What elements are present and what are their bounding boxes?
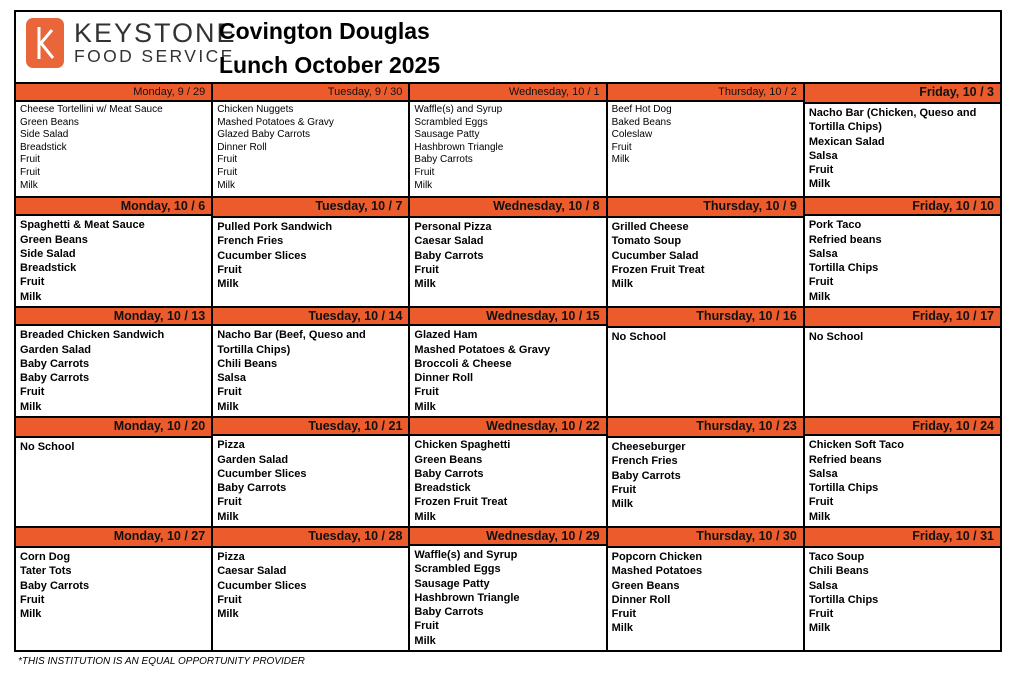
menu-item: Baby Carrots <box>611 469 681 482</box>
menu-item: Milk <box>414 400 436 413</box>
menu-item: Fruit <box>20 154 40 166</box>
menu-item: Frozen Fruit Treat <box>414 496 508 509</box>
menu-item: Chicken Soft Taco <box>808 439 904 452</box>
menu-items <box>213 218 408 293</box>
day-header: Wednesday, 10 / 8 <box>410 198 605 218</box>
menu-item: Tortilla Chips <box>808 482 879 495</box>
day-cell <box>16 84 213 196</box>
day-header: Tuesday, 9 / 30 <box>213 84 408 102</box>
menu-item: Breadstick <box>20 262 77 275</box>
menu-item: Milk <box>611 622 634 635</box>
menu-item: Fruit <box>414 620 439 633</box>
day-cell <box>608 308 805 416</box>
menu-item: Baby Carrots <box>217 482 287 495</box>
menu-item: Glazed Ham <box>414 329 478 342</box>
menu-item: Milk <box>217 278 239 291</box>
menu-items <box>213 548 408 623</box>
menu-items <box>410 326 605 416</box>
day-header: Tuesday, 10 / 7 <box>213 198 408 218</box>
menu-items <box>608 328 803 346</box>
menu-item: Milk <box>414 179 433 191</box>
menu-item: Mashed Potatoes & Gravy <box>217 116 334 128</box>
week-row <box>16 418 1000 528</box>
menu-item: Fruit <box>808 608 834 621</box>
menu-item: Hashbrown Triangle <box>414 141 504 153</box>
menu-item: Chili Beans <box>808 565 869 578</box>
menu-item: Fruit <box>611 141 632 153</box>
day-header: Thursday, 10 / 2 <box>608 84 803 102</box>
menu-item: Mashed Potatoes <box>611 565 703 578</box>
day-cell <box>410 308 607 416</box>
menu-item: No School <box>20 441 75 453</box>
menu-items <box>410 218 605 293</box>
day-cell <box>213 528 410 650</box>
day-header: Friday, 10 / 31 <box>805 528 1000 548</box>
menu-item: Coleslaw <box>611 129 653 141</box>
menu-item: Cucumber Salad <box>611 249 699 262</box>
menu-item: Salsa <box>808 579 838 592</box>
menu-item: Fruit <box>217 593 242 606</box>
day-header: Friday, 10 / 24 <box>805 418 1000 436</box>
menu-item: Green Beans <box>414 453 483 466</box>
menu-item: Waffle(s) and Syrup <box>414 104 503 115</box>
menu-items <box>16 326 211 416</box>
brand-subtitle: FOOD SERVICE <box>74 46 235 66</box>
day-cell <box>410 418 607 526</box>
menu-item: Side Salad <box>20 129 69 141</box>
menu-item: Breaded Chicken Sandwich <box>20 329 165 342</box>
menu-item: Fruit <box>217 263 242 276</box>
menu-item: Baby Carrots <box>20 579 90 592</box>
menu-item: Tater Tots <box>20 565 72 578</box>
menu-item: Green Beans <box>20 233 88 246</box>
day-header: Monday, 10 / 6 <box>16 198 211 216</box>
menu-item: Salsa <box>808 247 838 260</box>
day-cell <box>608 84 805 196</box>
day-cell <box>213 308 410 416</box>
menu-item: Salsa <box>217 372 246 385</box>
menu-item: Salsa <box>808 467 838 480</box>
menu-item: Breadstick <box>414 482 471 495</box>
menu-item: Scrambled Eggs <box>414 116 488 128</box>
menu-item: Fruit <box>217 154 238 166</box>
menu-item: Grilled Cheese <box>611 221 689 233</box>
menu-item: Caesar Salad <box>414 235 484 248</box>
menu-item: Waffle(s) and Syrup <box>414 549 518 561</box>
menu-item: French Fries <box>217 235 284 248</box>
day-header: Thursday, 10 / 23 <box>608 418 803 438</box>
menu-item: Fruit <box>808 496 834 509</box>
menu-item: Milk <box>808 622 831 635</box>
menu-item: Milk <box>414 510 436 523</box>
menu-items <box>805 104 1000 194</box>
menu-item: Milk <box>808 290 831 303</box>
day-header: Friday, 10 / 17 <box>805 308 1000 328</box>
menu-item: Dinner Roll <box>611 593 671 606</box>
day-cell <box>213 198 410 306</box>
menu-item: Taco Soup <box>808 551 865 563</box>
menu-item: Hashbrown Triangle <box>414 591 520 604</box>
day-cell <box>805 84 1000 196</box>
menu-item: Garden Salad <box>20 343 91 356</box>
menu-item: Mexican Salad <box>808 135 885 148</box>
week-row <box>16 528 1000 650</box>
menu-title: Lunch October 2025 <box>219 52 441 78</box>
menu-items <box>16 102 211 194</box>
menu-item: Pizza <box>217 439 245 452</box>
menu-item: Fruit <box>611 483 637 496</box>
menu-sheet <box>14 10 1002 652</box>
menu-item: Baby Carrots <box>20 372 90 385</box>
day-header: Wednesday, 10 / 22 <box>410 418 605 436</box>
menu-item: Fruit <box>217 166 238 178</box>
menu-items <box>608 102 803 169</box>
menu-items <box>608 218 803 293</box>
menu-item: Cucumber Slices <box>217 249 307 262</box>
menu-items <box>16 438 211 456</box>
menu-items <box>608 438 803 513</box>
day-header: Tuesday, 10 / 14 <box>213 308 408 326</box>
menu-item: Baby Carrots <box>414 606 484 619</box>
menu-item: Fruit <box>808 164 834 177</box>
day-cell <box>805 418 1000 526</box>
menu-items <box>608 548 803 638</box>
day-cell <box>410 528 607 650</box>
menu-item: Nacho Bar (Beef, Queso and Tortilla Chips) <box>217 329 366 356</box>
menu-item: Cheeseburger <box>611 441 686 453</box>
menu-item: Spaghetti & Meat Sauce <box>20 219 145 232</box>
menu-item: Corn Dog <box>20 551 71 563</box>
menu-item: Mashed Potatoes & Gravy <box>414 343 551 356</box>
menu-item: Cheese Tortellini w/ Meat Sauce <box>20 104 163 115</box>
menu-item: Milk <box>217 179 235 191</box>
menu-item: Scrambled Eggs <box>414 563 501 576</box>
menu-calendar-grid <box>16 84 1000 650</box>
menu-item: Personal Pizza <box>414 221 492 233</box>
day-header: Monday, 10 / 20 <box>16 418 211 438</box>
day-header: Thursday, 10 / 16 <box>608 308 803 328</box>
day-header: Wednesday, 10 / 1 <box>410 84 605 102</box>
menu-item: Glazed Baby Carrots <box>217 129 311 141</box>
menu-items <box>410 546 605 650</box>
menu-items <box>410 436 605 526</box>
day-header: Tuesday, 10 / 21 <box>213 418 408 436</box>
menu-item: Fruit <box>611 608 637 621</box>
day-cell <box>805 198 1000 306</box>
menu-items <box>805 548 1000 638</box>
menu-item: Milk <box>20 179 38 191</box>
day-cell <box>16 198 213 306</box>
day-header: Monday, 9 / 29 <box>16 84 211 102</box>
menu-item: Breadstick <box>20 141 67 153</box>
menu-item: Green Beans <box>611 579 680 592</box>
menu-item: Dinner Roll <box>414 372 474 385</box>
brand-name: KEYSTONE <box>74 18 237 48</box>
menu-item: Pizza <box>217 551 245 563</box>
menu-item: Milk <box>808 510 831 523</box>
day-cell <box>608 198 805 306</box>
day-header: Wednesday, 10 / 15 <box>410 308 605 326</box>
menu-item: Milk <box>217 400 239 413</box>
day-cell <box>16 418 213 526</box>
menu-item: Milk <box>611 498 634 511</box>
menu-item: Dinner Roll <box>217 141 267 153</box>
week-row <box>16 308 1000 418</box>
menu-items <box>805 216 1000 306</box>
menu-items <box>16 216 211 306</box>
menu-item: Cucumber Slices <box>217 579 307 592</box>
keystone-logo-icon <box>26 18 64 68</box>
menu-item: Fruit <box>20 386 45 399</box>
menu-item: Nacho Bar (Chicken, Queso and Tortilla Chips) <box>808 107 977 134</box>
menu-item: Milk <box>20 400 42 413</box>
menu-item: Milk <box>20 608 42 621</box>
day-header: Thursday, 10 / 30 <box>608 528 803 548</box>
week-row <box>16 198 1000 308</box>
day-cell <box>16 528 213 650</box>
day-header: Monday, 10 / 27 <box>16 528 211 548</box>
menu-item: Baked Beans <box>611 116 672 128</box>
menu-item: Fruit <box>414 263 439 276</box>
day-cell <box>608 418 805 526</box>
day-cell <box>213 84 410 196</box>
menu-item: Baby Carrots <box>20 357 90 370</box>
menu-item: Sausage Patty <box>414 577 490 590</box>
menu-items <box>213 102 408 194</box>
day-cell <box>410 84 607 196</box>
menu-item: Fruit <box>20 276 45 289</box>
menu-item: Pulled Pork Sandwich <box>217 221 333 233</box>
menu-item: Beef Hot Dog <box>611 104 672 115</box>
menu-item: Fruit <box>414 386 439 399</box>
menu-item: Green Beans <box>20 116 79 128</box>
menu-item: Side Salad <box>20 247 76 260</box>
menu-item: Sausage Patty <box>414 129 480 141</box>
menu-item: Caesar Salad <box>217 565 287 578</box>
menu-item: Fruit <box>20 166 40 178</box>
day-header: Monday, 10 / 13 <box>16 308 211 326</box>
menu-item: Milk <box>611 278 634 291</box>
menu-item: Baby Carrots <box>414 154 473 166</box>
day-header: Friday, 10 / 3 <box>805 84 1000 104</box>
day-header: Tuesday, 10 / 28 <box>213 528 408 548</box>
menu-item: Fruit <box>217 496 242 509</box>
menu-item: Fruit <box>808 276 834 289</box>
menu-item: Fruit <box>20 593 45 606</box>
menu-item: Baby Carrots <box>414 249 484 262</box>
menu-item: Milk <box>414 634 436 647</box>
equal-opportunity-notice: *THIS INSTITUTION IS AN EQUAL OPPORTUNITY PROVIDER <box>18 656 305 667</box>
menu-item: Refried beans <box>808 453 882 466</box>
menu-item: Milk <box>808 178 831 191</box>
menu-item: No School <box>611 331 666 343</box>
menu-item: Milk <box>20 290 42 303</box>
menu-items <box>805 436 1000 526</box>
menu-item: Garden Salad <box>217 453 289 466</box>
day-cell <box>16 308 213 416</box>
day-cell <box>213 418 410 526</box>
day-cell <box>410 198 607 306</box>
menu-item: Baby Carrots <box>414 467 484 480</box>
menu-item: Tortilla Chips <box>808 262 879 275</box>
day-header: Wednesday, 10 / 29 <box>410 528 605 546</box>
day-cell <box>805 308 1000 416</box>
menu-item: Tortilla Chips <box>808 593 879 606</box>
menu-item: Refried beans <box>808 233 882 246</box>
menu-item: Milk <box>217 510 239 523</box>
menu-item: Popcorn Chicken <box>611 551 703 563</box>
day-cell <box>608 528 805 650</box>
menu-items <box>410 102 605 194</box>
day-header: Friday, 10 / 10 <box>805 198 1000 216</box>
menu-item: Chili Beans <box>217 357 278 370</box>
menu-items <box>16 548 211 623</box>
menu-items <box>213 436 408 526</box>
menu-item: Fruit <box>414 166 435 178</box>
menu-item: Milk <box>217 608 239 621</box>
menu-items <box>805 328 1000 346</box>
menu-item: Pork Taco <box>808 219 862 232</box>
school-name: Covington Douglas <box>219 18 430 44</box>
menu-item: Tomato Soup <box>611 235 682 248</box>
menu-item: Chicken Nuggets <box>217 104 294 115</box>
menu-item: Salsa <box>808 149 838 162</box>
menu-item: French Fries <box>611 455 678 468</box>
menu-item: Cucumber Slices <box>217 467 307 480</box>
menu-item: Milk <box>414 278 436 291</box>
menu-item: Broccoli & Cheese <box>414 357 512 370</box>
menu-item: Chicken Spaghetti <box>414 439 511 452</box>
menu-item: Frozen Fruit Treat <box>611 263 705 276</box>
menu-items <box>213 326 408 416</box>
menu-item: No School <box>808 331 864 343</box>
day-cell <box>805 528 1000 650</box>
menu-item: Milk <box>611 154 630 166</box>
day-header: Thursday, 10 / 9 <box>608 198 803 218</box>
week-row <box>16 84 1000 198</box>
menu-header <box>16 12 1000 84</box>
menu-item: Fruit <box>217 386 242 399</box>
